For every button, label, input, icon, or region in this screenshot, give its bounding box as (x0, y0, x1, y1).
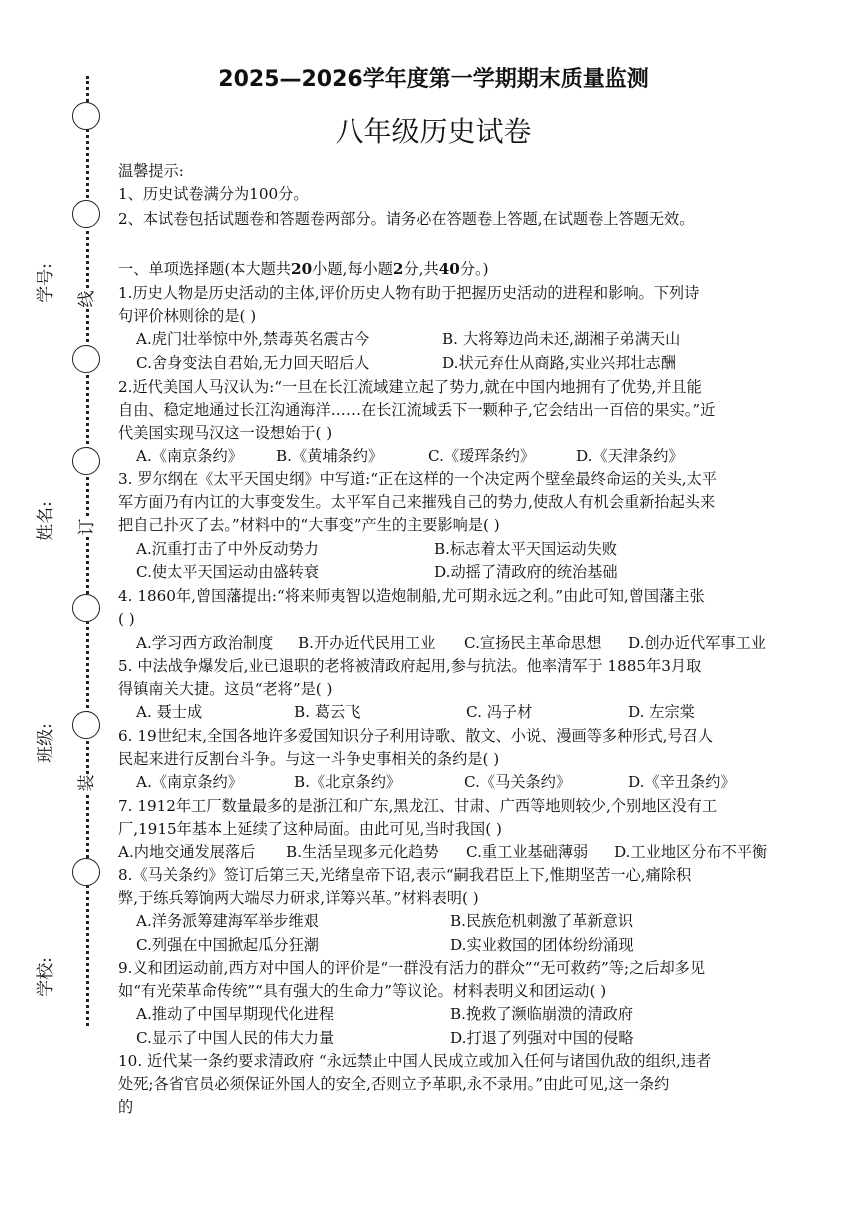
section-points-each: 2 (392, 260, 404, 278)
question-9-option-c[interactable]: C.显示了中国人民的伟大力量 (136, 1029, 335, 1047)
question-7-line: 7. 1912年工厂数量最多的是浙江和广东,黑龙江、甘肃、广西等地则较少,个别地区没有工 (118, 797, 718, 815)
section-total: 40 (438, 260, 460, 278)
question-8-option-c[interactable]: C.列强在中国掀起瓜分狂潮 (136, 936, 319, 954)
question-9-option-d[interactable]: D.打退了列强对中国的侵略 (450, 1029, 634, 1047)
question-10-line: 处死;各省官员必须保证外国人的安全,否则立予革职,永不录用。”由此可见,这一条约 (118, 1075, 670, 1093)
section-mid1: 小题,每小题 (312, 260, 393, 278)
question-4-line: 4. 1860年,曾国藩提出:“将来师夷智以造炮制船,尤可期永远之利。”由此可知,曾国藩主张 (118, 587, 705, 605)
question-3-option-c[interactable]: C.使太平天国运动由盛转衰 (136, 563, 319, 581)
question-7-option-c[interactable]: C.重工业基础薄弱 (466, 843, 589, 861)
question-6-line: 民起来进行反割台斗争。与这一斗争史事相关的条约是( ) (118, 750, 500, 768)
student-number-field: 学号: (36, 263, 56, 303)
question-3-option-b[interactable]: B.标志着太平天国运动失败 (434, 540, 618, 558)
question-9-option-a[interactable]: A.推动了中国早期现代化进程 (136, 1005, 335, 1023)
question-6-option-a[interactable]: A.《南京条约》 (136, 773, 243, 791)
tips-item: 2、本试卷包括试题卷和答题卷两部分。请务必在答题卷上答题,在试题卷上答题无效。 (118, 210, 695, 228)
question-1-line: 句评价林则徐的是( ) (118, 307, 257, 325)
question-6-option-d[interactable]: D.《辛丑条约》 (628, 773, 736, 791)
question-7-line: 厂,1915年基本上延续了这种局面。由此可见,当时我国( ) (118, 820, 502, 838)
tips-item: 1、历史试卷满分为100分。 (118, 185, 309, 203)
question-2-option-d[interactable]: D.《天津条约》 (576, 447, 684, 465)
question-5-line: 5. 中法战争爆发后,业已退职的老将被清政府起用,参与抗法。他率清军于 1885年3月取 (118, 657, 702, 675)
question-3-option-a[interactable]: A.沉重打击了中外反动势力 (136, 540, 319, 558)
binding-hole (72, 447, 100, 475)
question-8-option-d[interactable]: D.实业救国的团体纷纷涌现 (450, 936, 634, 954)
binding-hole (72, 345, 100, 373)
question-3-line: 把自己扑灭了去。”材料中的“大事变”产生的主要影响是( ) (118, 516, 500, 534)
question-6-option-b[interactable]: B.《北京条约》 (294, 773, 402, 791)
binding-mark-fix: 订 (77, 518, 97, 536)
question-4-line: ( ) (118, 610, 135, 628)
question-5-option-d[interactable]: D. 左宗棠 (628, 703, 695, 721)
question-8-line: 弊,于练兵筹饷两大端尽力研求,详筹兴革。”材料表明( ) (118, 889, 479, 907)
tips-heading: 温馨提示: (118, 162, 184, 180)
class-field: 班级: (36, 723, 56, 763)
question-6-option-c[interactable]: C.《马关条约》 (464, 773, 572, 791)
question-2-option-a[interactable]: A.《南京条约》 (136, 447, 243, 465)
section-prefix: 一、单项选择题(本大题共 (118, 260, 291, 278)
question-3-line: 3. 罗尔纲在《太平天国史纲》中写道:“正在这样的一个决定两个壁垒最终命运的关头,太平 (118, 470, 717, 488)
question-9-option-b[interactable]: B.挽救了濒临崩溃的清政府 (450, 1005, 634, 1023)
binding-mark-bind: 装 (77, 774, 97, 792)
exam-title: 2025—2026学年度第一学期期末质量监测 (218, 67, 649, 92)
question-1-option-d[interactable]: D.状元弃仕从商路,实业兴邦壮志酬 (442, 354, 676, 372)
binding-hole (72, 858, 100, 886)
question-8-option-b[interactable]: B.民族危机刺激了革新意识 (450, 912, 634, 930)
question-2-line: 代美国实现马汉这一设想始于( ) (118, 424, 333, 442)
question-9-line: 如“有光荣革命传统”“具有强大的生命力”等议论。材料表明义和团运动( ) (118, 982, 607, 1000)
question-5-option-a[interactable]: A. 聂士成 (136, 703, 203, 721)
binding-hole (72, 594, 100, 622)
question-4-option-c[interactable]: C.宣扬民主革命思想 (464, 634, 602, 652)
question-4-option-d[interactable]: D.创办近代军事工业 (628, 634, 766, 652)
question-3-option-d[interactable]: D.动摇了清政府的统治基础 (434, 563, 618, 581)
question-9-line: 9.义和团运动前,西方对中国人的评价是“一群没有活力的群众”“无可救药”等;之后却多见 (118, 959, 706, 977)
question-7-option-b[interactable]: B.生活呈现多元化趋势 (286, 843, 439, 861)
school-field: 学校: (36, 957, 56, 997)
section-heading (118, 258, 807, 280)
question-2-line: 2.近代美国人马汉认为:“一旦在长江流域建立起了势力,就在中国内地拥有了优势,并且能 (118, 378, 702, 396)
question-2-option-b[interactable]: B.《黄埔条约》 (276, 447, 384, 465)
question-8-option-a[interactable]: A.洋务派筹建海军举步维艰 (136, 912, 319, 930)
question-7-option-a[interactable]: A.内地交通发展落后 (118, 843, 256, 861)
binding-mark-line: 线 (77, 290, 97, 308)
question-3-line: 军方面乃有内讧的大事变发生。太平军自己来摧残自己的势力,使敌人有机会重新抬起头来 (118, 493, 716, 511)
question-5-line: 得镇南关大捷。这员“老将”是( ) (118, 680, 333, 698)
question-8-line: 8.《马关条约》签订后第三天,光绪皇帝下诏,表示“嗣我君臣上下,惟期坚苦一心,痛除积 (118, 866, 692, 884)
question-1-option-b[interactable]: B. 大将筹边尚未还,湖湘子弟满天山 (442, 330, 681, 348)
exam-subtitle: 八年级历史试卷 (335, 115, 532, 148)
binding-hole (72, 711, 100, 739)
binding-hole (72, 200, 100, 228)
question-2-option-c[interactable]: C.《瑷珲条约》 (428, 447, 536, 465)
question-5-option-c[interactable]: C. 冯子材 (466, 703, 533, 721)
section-mid2: 分,共 (403, 260, 439, 278)
question-7-option-d[interactable]: D.工业地区分布不平衡 (614, 843, 768, 861)
question-1-line: 1.历史人物是历史活动的主体,评价历史人物有助于把握历史活动的进程和影响。下列诗 (118, 284, 700, 302)
question-4-option-b[interactable]: B.开办近代民用工业 (298, 634, 436, 652)
question-5-option-b[interactable]: B. 葛云飞 (294, 703, 361, 721)
question-4-option-a[interactable]: A.学习西方政治制度 (136, 634, 274, 652)
section-suffix: 分。) (459, 260, 489, 278)
question-2-line: 自由、稳定地通过长江沟通海洋……在长江流域丢下一颗种子,它会结出一百倍的果实。”近 (118, 401, 716, 419)
student-name-field: 姓名: (36, 501, 56, 541)
question-6-line: 6. 19世纪末,全国各地许多爱国知识分子利用诗歌、散文、小说、漫画等多种形式,号召人 (118, 727, 714, 745)
section-num-questions: 20 (291, 260, 313, 278)
question-10-line: 10. 近代某一条约要求清政府 “永远禁止中国人民成立或加入任何与诸国仇敌的组织,违者 (118, 1052, 712, 1070)
question-1-option-c[interactable]: C.舍身变法自君始,无力回天昭后人 (136, 354, 370, 372)
question-10-line: 的 (118, 1098, 134, 1116)
question-1-option-a[interactable]: A.虎门壮举惊中外,禁毒英名震古今 (136, 330, 370, 348)
